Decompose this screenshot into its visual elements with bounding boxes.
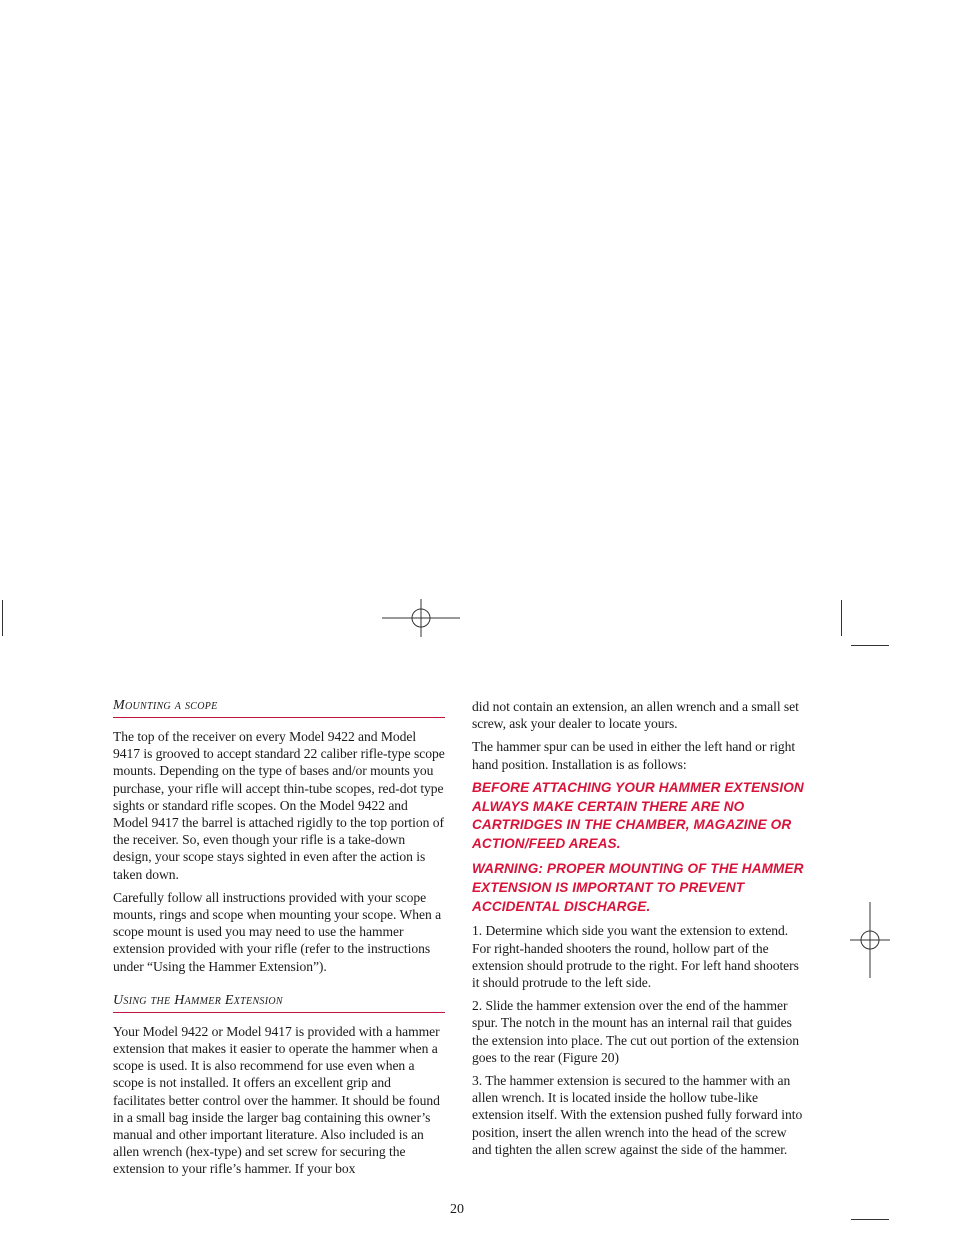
right-column: [472, 698, 804, 1164]
step-2-slide-extension: 2. Slide the hammer extension over the end of the hammer spur. The notch in the mount has an internal rail that guides the extension into place. The cut out portion of the extension goes to the rear (Figure 20): [472, 998, 799, 1065]
paragraph-hammer-extension-intro: Your Model 9422 or Model 9417 is provided with a hammer extension that makes it easier to operate the hammer when a scope is used. It is also recommend for use even when a scope is not installed. It offers an excellent grip and facilitates better control over the hammer. It should be found in a small bag inside the larger bag containing this owner’s manual and other important literature. Also included is an allen wrench (hex-type) and set screw for securing the extension to your rifle’s hammer. If your box: [113, 1023, 440, 1177]
crop-mark-left-vertical: [2, 600, 3, 636]
paragraph-continued-box: did not contain an extension, an allen wrench and a small set screw, ask your dealer to locate yours.: [472, 699, 799, 732]
page-number: 20: [450, 1202, 464, 1217]
section-heading-hammer-extension: Using the Hammer Extension: [113, 993, 445, 1013]
step-3-secure-extension: 3. The hammer extension is secured to the hammer with an allen wrench. It is located inside the hollow tube-like extension itself. With the extension pushed fully forward into position, insert the allen wrench into the head of the screw and tighten the allen screw against the side of the hammer.: [472, 1073, 803, 1157]
paragraph-receiver-grooved: The top of the receiver on every Model 9422 and Model 9417 is grooved to accept standard 22 caliber rifle-type scope mounts. Depending on the type of bases and/or mounts you purchase, your rifle will accept thin-tube scopes, red-dot type sights or standard rifle scopes. On the Model 9422 and Model 9417 the barrel is attached rigidly to the top portion of the receiver. So, even though your rifle is a take-down design, your scope stays sighted in even after the action is taken down.: [113, 729, 445, 882]
left-column: [113, 698, 445, 1184]
paragraph-hammer-spur-position: The hammer spur can be used in either the left hand or right hand position. Installation is as follows:: [472, 739, 796, 772]
paragraph-follow-instructions: Carefully follow all instructions provided with your scope mounts, rings and scope when mounting your scope. When a scope mount is used you may need to use the hammer extension provided with your rifle (refer to the instructions under “Using the Hammer Extension”).: [113, 889, 442, 974]
crop-mark-right-vertical: [841, 600, 842, 636]
registration-mark-top-icon: [382, 599, 460, 637]
step-1-determine-side: 1. Determine which side you want the extension to extend. For right-handed shooters the round, hollow part of the extension should protrude to the right. For left hand shooters it should protrude to the left side.: [472, 923, 799, 990]
crop-mark-right-horizontal-bottom: [851, 1219, 889, 1220]
section-heading-mounting-scope: Mounting a scope: [113, 698, 445, 718]
warning-no-cartridges: BEFORE ATTACHING YOUR HAMMER EXTENSION ALWAYS MAKE CERTAIN THERE ARE NO CARTRIDGES IN THE CHAMBER, MAGAZINE OR ACTION/FEED AREAS.: [472, 779, 804, 852]
warning-proper-mounting: WARNING: PROPER MOUNTING OF THE HAMMER EXTENSION IS IMPORTANT TO PREVENT ACCIDENTAL DISCHARGE.: [472, 861, 804, 914]
registration-mark-right-icon: [850, 902, 890, 978]
crop-mark-right-horizontal-top: [851, 645, 889, 646]
